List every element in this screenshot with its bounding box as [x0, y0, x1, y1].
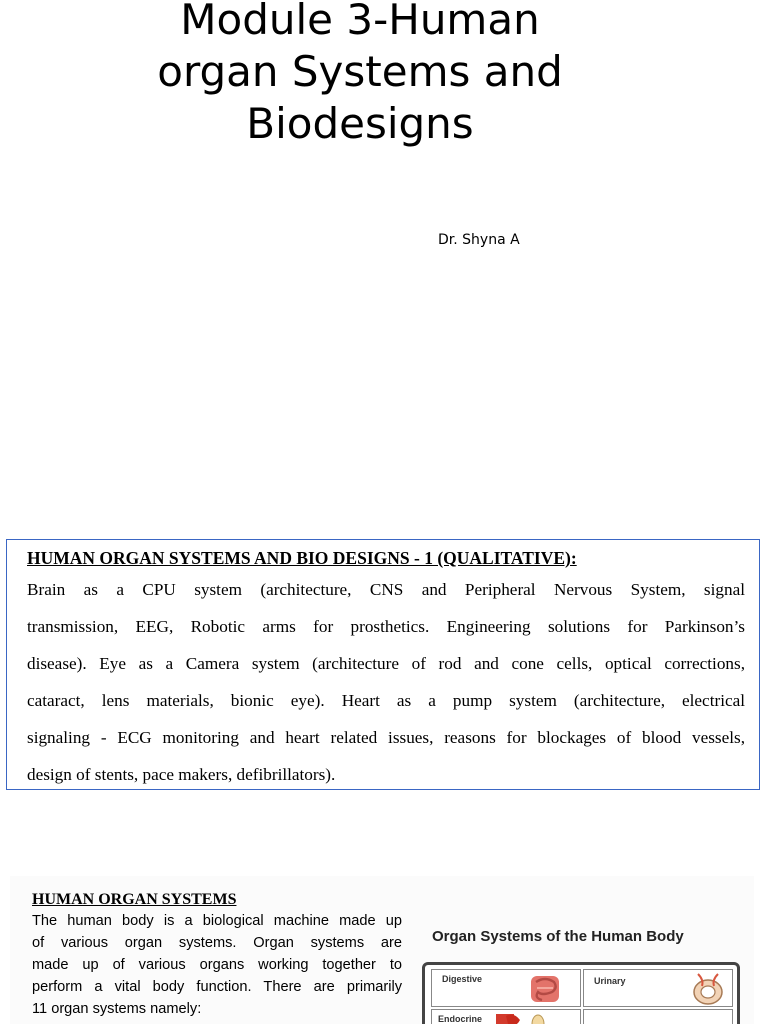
organ-line: 11 organ systems namely: [32, 1001, 202, 1017]
figure-title: Organ Systems of the Human Body [432, 928, 684, 945]
title-line-2: organ Systems and [157, 47, 563, 96]
urinary-illustration-icon [688, 970, 728, 1006]
syllabus-line: cataract, lens materials, bionic eye). Heart as a pump system (architecture, electrical [27, 691, 745, 710]
syllabus-line: design of stents, pace makers, defibrillators). [27, 765, 336, 784]
cell-label-urinary: Urinary [594, 976, 626, 986]
organ-line: made up of various organs working together to [32, 957, 402, 973]
organ-systems-text [32, 890, 402, 1020]
figure-cell-digestive [431, 969, 581, 1007]
syllabus-line: transmission, EEG, Robotic arms for prosthetics. Engineering solutions for Parkinson’s [27, 617, 745, 636]
cell-label-digestive: Digestive [442, 974, 483, 984]
syllabus-line: signaling - ECG monitoring and heart related issues, reasons for blockages of blood vessels, [27, 728, 745, 747]
figure-cell-endocrine [431, 1009, 581, 1024]
endocrine-illustration-icon [492, 1010, 548, 1024]
syllabus-heading: HUMAN ORGAN SYSTEMS AND BIO DESIGNS - 1 (QUALITATIVE): [27, 548, 577, 568]
figure-cell-placeholder [583, 1009, 733, 1024]
syllabus-line: disease). Eye as a Camera system (architecture of rod and cone cells, optical corrections, [27, 654, 745, 673]
syllabus-line: Brain as a CPU system (architecture, CNS and Peripheral Nervous System, signal [27, 580, 745, 599]
slide-title [80, 0, 640, 150]
digestive-illustration-icon [528, 974, 562, 1004]
organ-line: perform a vital body function. There are primarily [32, 979, 402, 995]
organ-figure-grid [422, 962, 740, 1024]
author-name: Dr. Shyna A [438, 232, 520, 248]
syllabus-body [27, 571, 745, 793]
organ-line: of various organ systems. Organ systems are [32, 935, 402, 951]
organ-systems-body [32, 910, 402, 1020]
syllabus-image [6, 539, 760, 790]
title-line-3: Biodesigns [246, 99, 474, 148]
figure-cell-urinary [583, 969, 733, 1007]
organ-systems-heading: HUMAN ORGAN SYSTEMS [32, 891, 237, 908]
title-line-1: Module 3-Human [180, 0, 540, 44]
cell-label-endocrine: Endocrine [438, 1014, 483, 1024]
organ-systems-image [10, 876, 754, 1024]
organ-line: The human body is a biological machine made up [32, 913, 402, 929]
